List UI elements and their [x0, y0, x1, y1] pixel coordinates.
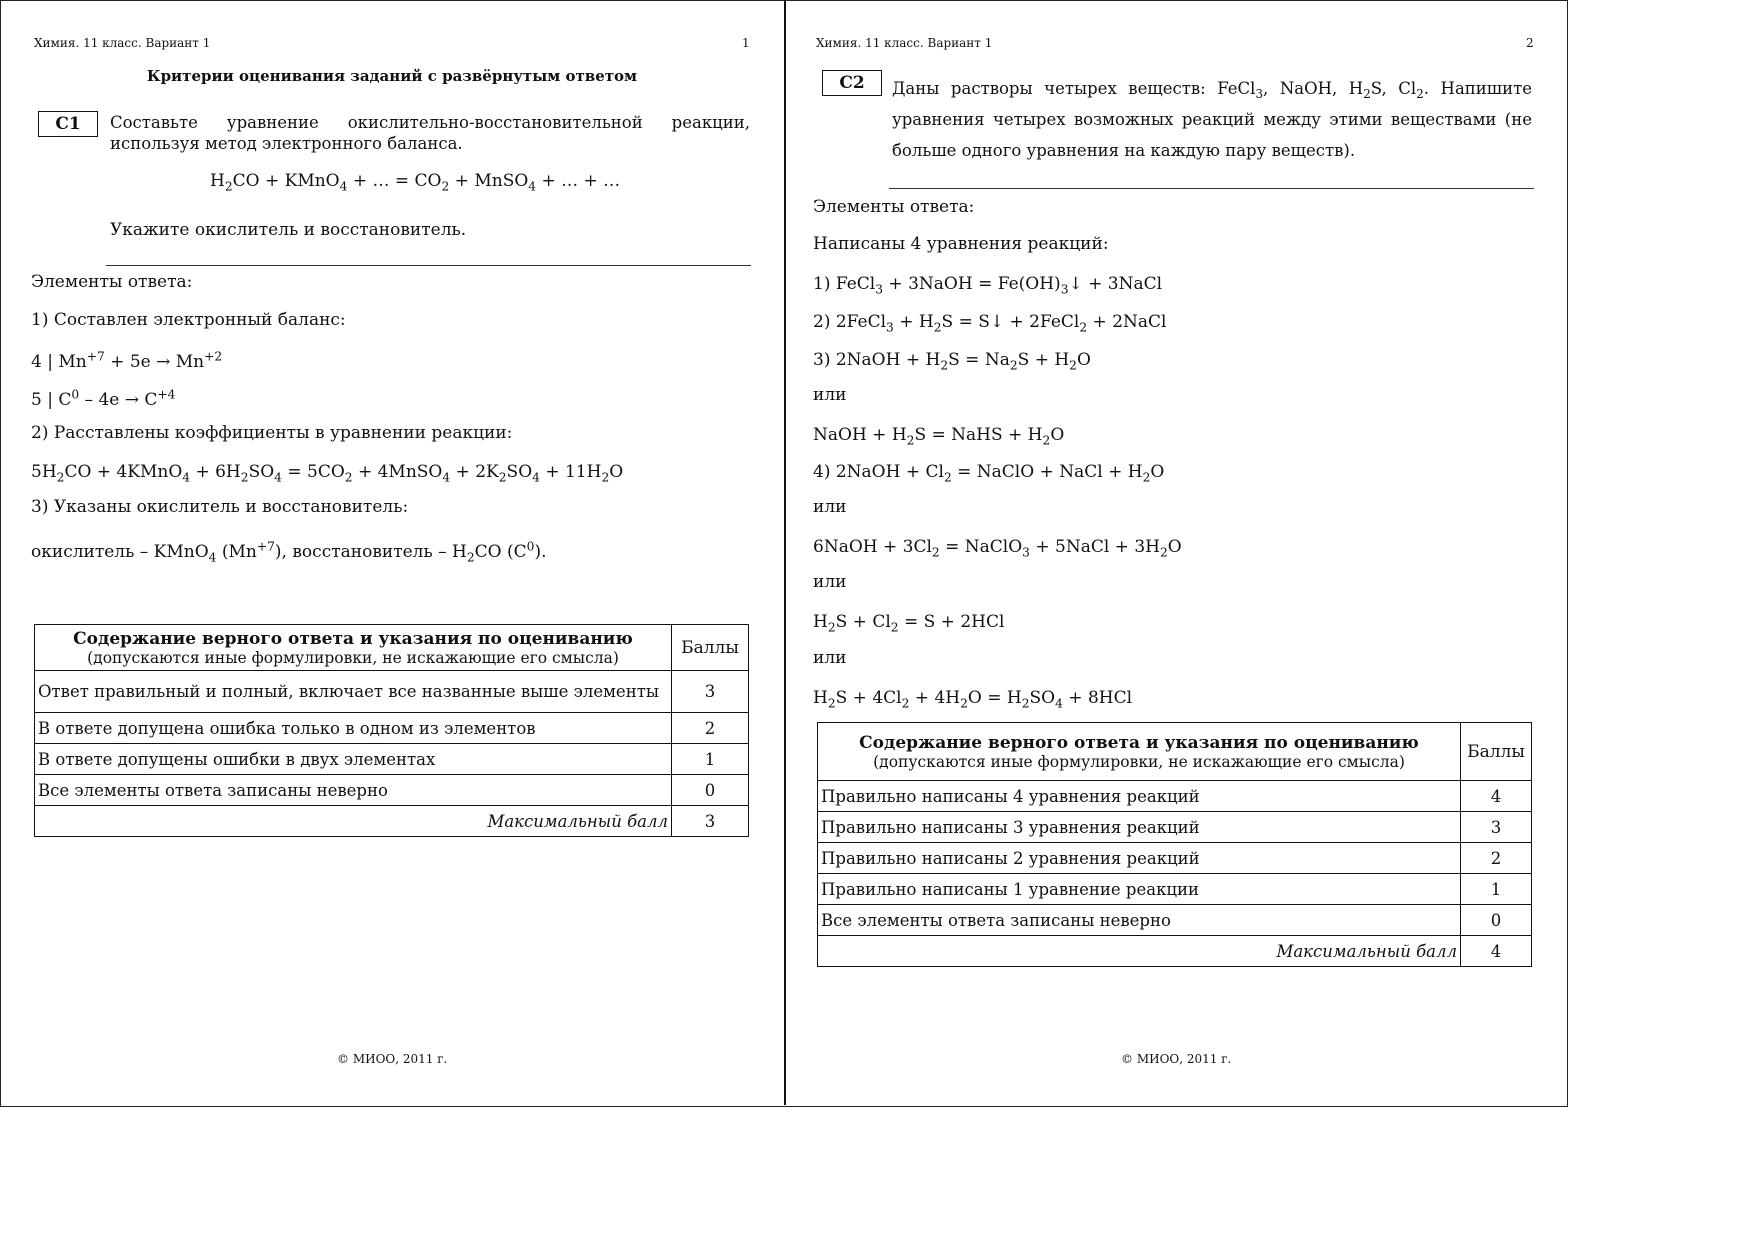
table-row	[818, 781, 1532, 812]
max-score-row	[35, 806, 749, 837]
page-2	[786, 0, 1568, 1105]
criterion-score: 1	[672, 744, 749, 775]
page-number: 2	[1526, 36, 1534, 50]
criterion-score: 3	[1461, 812, 1532, 843]
table-header-row	[818, 723, 1532, 781]
oxidizer-reducer: окислитель – KMnO$_4$ $(Mn^{+7})$, восстановитель – $H_2CO$ $(C^0)$.	[31, 539, 547, 565]
table-row	[35, 671, 749, 713]
or-text: или	[813, 572, 847, 592]
table-header-content	[35, 625, 672, 671]
answer-written: Написаны 4 уравнения реакций:	[813, 234, 1109, 254]
max-score-value: 4	[1461, 936, 1532, 967]
separator-line	[889, 188, 1534, 189]
reaction-equation-2: 2) 2FeCl$_3$ + $H_2S$ = S↓ + 2FeCl$_2$ + 2NaCl	[813, 312, 1167, 335]
criterion-text: Правильно написаны 4 уравнения реакций	[818, 781, 1461, 812]
criterion-score: 0	[1461, 905, 1532, 936]
reaction-equation-4-alt-3: $H_2S + 4Cl_2 + 4H_2O = H_2SO_4 + 8HCl$	[813, 688, 1133, 711]
reaction-equation-1: 1) FeCl$_3$ + 3NaOH = $Fe(OH)_3↓$ + 3NaCl	[813, 274, 1163, 297]
max-score-value: 3	[672, 806, 749, 837]
table-header-content	[818, 723, 1461, 781]
header-main: Содержание верного ответа и указания по оцениванию	[859, 732, 1419, 753]
electron-balance-mn: 4 | $Mn^{+7} + 5e \to Mn^{+2}$	[31, 349, 223, 372]
or-text: или	[813, 385, 847, 405]
criterion-text: В ответе допущена ошибка только в одном из элементов	[35, 713, 672, 744]
criterion-score: 3	[672, 671, 749, 713]
task-text: Составьте уравнение окислительно-восстановительной реакции, используя метод электронного баланса.	[110, 113, 750, 153]
grading-table	[34, 624, 749, 837]
separator-line	[106, 265, 751, 266]
task-label-c1: C1	[38, 111, 98, 137]
header-score: Баллы	[672, 625, 749, 671]
reaction-equation-4: 4) 2NaOH + $Cl_2$ = NaClO + NaCl + $H_2O$	[813, 462, 1165, 485]
max-score-row	[818, 936, 1532, 967]
criterion-text: Все элементы ответа записаны неверно	[818, 905, 1461, 936]
table-row	[35, 775, 749, 806]
criterion-score: 2	[672, 713, 749, 744]
table-row	[818, 905, 1532, 936]
reaction-equation-4-alt-1: 6NaOH + $3Cl_2$ = NaClO$_3$ + 5NaCl + $3H_2O$	[813, 537, 1182, 560]
criterion-score: 1	[1461, 874, 1532, 905]
max-score-label: Максимальный балл	[818, 936, 1461, 967]
electron-balance-c: 5 | $C^0 - 4e \to C^{+4}$	[31, 387, 176, 410]
task-instruction: Укажите окислитель и восстановитель.	[110, 220, 467, 240]
page-number: 1	[742, 36, 750, 50]
task-label-c2: C2	[822, 70, 882, 96]
criterion-text: Правильно написаны 3 уравнения реакций	[818, 812, 1461, 843]
answer-heading: Элементы ответа:	[813, 197, 975, 217]
page-footer: © МИОО, 2011 г.	[1121, 1052, 1232, 1066]
criterion-text: Правильно написаны 1 уравнение реакции	[818, 874, 1461, 905]
answer-step-3: 3) Указаны окислитель и восстановитель:	[31, 497, 409, 517]
page-title: Критерии оценивания заданий с развёрнутым ответом	[146, 67, 638, 85]
balanced-equation: $5H_2CO$ + 4KMnO$_4$ + $6H_2SO_4 = 5CO_2$ + 4MnSO$_4$ + $2K_2SO_4 + 11H_2O$	[31, 462, 624, 485]
criterion-text: Правильно написаны 2 уравнения реакций	[818, 843, 1461, 874]
table-row	[35, 713, 749, 744]
criterion-score: 4	[1461, 781, 1532, 812]
header-main: Содержание верного ответа и указания по оцениванию	[73, 628, 633, 649]
answer-step-1: 1) Составлен электронный баланс:	[31, 310, 346, 330]
page-header: Химия. 11 класс. Вариант 1	[816, 36, 993, 50]
answer-heading: Элементы ответа:	[31, 272, 193, 292]
task-equation: $H_2CO$ + KMnO$_4$ + … = $CO_2$ + MnSO$_4$ + … + …	[210, 171, 621, 194]
table-row	[818, 874, 1532, 905]
task-text: Даны растворы четырех веществ: FeCl$_3$, NaOH, $H_2S$, $Cl_2$. Напишите уравнения четырех возможных реакций между этими веществами (не больше одного уравнения на каждую пару веществ).	[892, 79, 1533, 160]
reaction-equation-4-alt-2: $H_2S + Cl_2 = S + 2HCl$	[813, 612, 1005, 635]
max-score-label: Максимальный балл	[35, 806, 672, 837]
header-sub: (допускаются иные формулировки, не искажающие его смысла)	[87, 648, 619, 667]
criterion-score: 0	[672, 775, 749, 806]
criterion-text: Все элементы ответа записаны неверно	[35, 775, 672, 806]
page-1	[0, 0, 784, 1105]
or-text: или	[813, 497, 847, 517]
criterion-text: В ответе допущены ошибки в двух элементах	[35, 744, 672, 775]
answer-step-2: 2) Расставлены коэффициенты в уравнении реакции:	[31, 423, 513, 443]
reaction-equation-3-alt: NaOH + $H_2S$ = NaHS + $H_2O$	[813, 425, 1065, 448]
reaction-equation-3: 3) 2NaOH + $H_2S = Na_2S + H_2O$	[813, 350, 1091, 373]
table-row	[818, 843, 1532, 874]
page-footer: © МИОО, 2011 г.	[337, 1052, 448, 1066]
table-row	[818, 812, 1532, 843]
page-header: Химия. 11 класс. Вариант 1	[34, 36, 211, 50]
header-sub: (допускаются иные формулировки, не искажающие его смысла)	[873, 752, 1405, 771]
criterion-text: Ответ правильный и полный, включает все названные выше элементы	[35, 671, 672, 713]
grading-table	[817, 722, 1532, 967]
header-score: Баллы	[1461, 723, 1532, 781]
table-row	[35, 744, 749, 775]
or-text: или	[813, 648, 847, 668]
criterion-score: 2	[1461, 843, 1532, 874]
table-header-row	[35, 625, 749, 671]
